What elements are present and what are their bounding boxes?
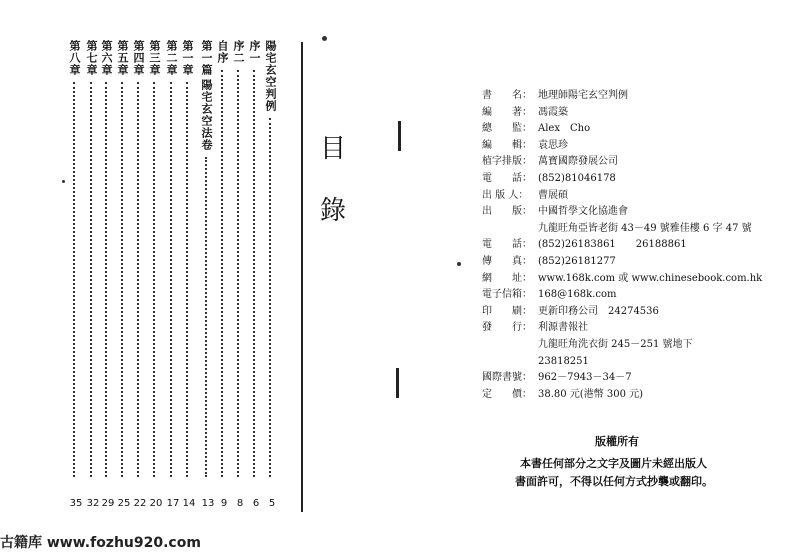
imprint-label: 網 址： [482, 272, 532, 284]
imprint-line [482, 372, 632, 384]
copyright-heading: 版權所有 [595, 435, 639, 448]
toc-entry [200, 40, 212, 477]
toc-leader-dots [137, 82, 139, 477]
scan-speck [322, 36, 327, 41]
imprint-value: 九龍旺角洗衣街 245－251 號地下 [538, 339, 693, 350]
imprint-line [482, 389, 643, 401]
toc-entry-label: 第八章 [68, 40, 81, 76]
imprint-value: (852)26183861 26188861 [538, 239, 687, 251]
toc-entry [232, 40, 244, 477]
toc-entry [100, 40, 112, 477]
imprint-label: 國際書號： [482, 372, 532, 384]
imprint-value: Alex Cho [538, 123, 591, 135]
toc-leader-dots [73, 82, 75, 477]
imprint-label: 電 話： [482, 239, 532, 251]
imprint-label: 書 名： [482, 90, 532, 101]
toc-page-number: 14 [182, 498, 196, 509]
imprint-line [482, 239, 687, 251]
toc-entry [165, 40, 177, 477]
imprint-line [482, 156, 618, 168]
toc-entry-label: 第二章 [165, 40, 178, 76]
imprint-label: 出 版 人： [482, 189, 529, 201]
toc-entry-subtitle: 陽宅玄空法卷 [200, 79, 213, 151]
toc-entry-label: 第七章 [85, 40, 98, 76]
imprint-line [482, 256, 616, 268]
imprint-value: 962－7943－34－7 [538, 372, 632, 384]
toc-leader-dots [221, 70, 223, 477]
imprint-value: 曹展碩 [538, 189, 568, 201]
imprint-line [482, 123, 590, 135]
scan-speck [457, 262, 461, 266]
binding-mark-top [398, 121, 401, 151]
toc-leader-dots [121, 82, 123, 477]
copyright-line-2: 書面許可，不得以任何方式抄襲或翻印。 [515, 475, 713, 488]
toc-entry [264, 40, 276, 477]
toc-entry-label: 第三章 [148, 40, 161, 76]
toc-entry-label: 第六章 [100, 40, 113, 76]
imprint-line [482, 173, 616, 185]
toc-entry [216, 40, 228, 477]
toc-entry [116, 40, 128, 477]
toc-entry [181, 40, 193, 477]
imprint-line [482, 140, 568, 152]
imprint-label: 印 刷： [482, 305, 532, 317]
imprint-value: 萬寶國際發展公司 [538, 156, 618, 168]
toc-entry-label: 自序 [216, 40, 229, 64]
imprint-value: 馮霞築 [538, 106, 568, 118]
imprint-value: 利源書報社 [538, 322, 588, 334]
imprint-value: www.168k.com 或 www.chinesebook.com.hk [538, 272, 763, 284]
toc-leader-dots [269, 118, 271, 477]
toc-leader-dots [90, 82, 92, 477]
toc-title-char-2: 錄 [320, 196, 347, 226]
toc-page-number: 29 [101, 498, 115, 509]
copyright-line-1: 本書任何部分之文字及圖片未經出版人 [520, 457, 707, 470]
toc-title-char-1: 目 [320, 134, 347, 164]
toc-entry-label: 第五章 [116, 40, 129, 76]
toc-leader-dots [205, 157, 207, 477]
toc-page-number: 20 [149, 498, 163, 509]
imprint-value: 九龍旺角亞皆老街 43－49 號雅佳樓 6 字 47 號 [538, 222, 752, 234]
toc-entry-label: 第一章 [181, 40, 194, 76]
imprint-line [482, 273, 762, 285]
imprint-label: 總 監： [482, 123, 532, 135]
toc-entry [68, 40, 80, 477]
toc-page-number: 17 [166, 498, 180, 509]
imprint-label: 電 話： [482, 173, 532, 184]
imprint-line [538, 356, 589, 368]
imprint-label: 電子信箱： [482, 289, 532, 301]
imprint-label: 出 版： [482, 206, 532, 218]
toc-page-number: 32 [86, 498, 100, 509]
toc-page-number: 25 [117, 498, 131, 509]
site-watermark: 古籍库 www.fozhu920.com [0, 535, 201, 551]
toc-leader-dots [105, 82, 107, 477]
imprint-line [482, 322, 588, 334]
toc-entry-label: 第一篇 [200, 40, 213, 76]
imprint-line [482, 90, 628, 102]
toc-leader-dots [237, 70, 239, 477]
imprint-label: 傳 真： [482, 256, 532, 267]
imprint-line [482, 107, 568, 119]
toc-leader-dots [253, 70, 255, 477]
toc-entry [248, 40, 260, 477]
imprint-line [538, 223, 752, 235]
binding-mark-bottom [396, 368, 399, 398]
toc-leader-dots [186, 82, 188, 477]
imprint-value: 168@168k.com [538, 289, 617, 301]
imprint-label: 編 輯： [482, 139, 532, 151]
imprint-line [482, 206, 628, 218]
imprint-value: 38.80 元(港幣 300 元) [538, 388, 644, 400]
imprint-value: 袁思珍 [538, 139, 568, 151]
scan-speck [62, 180, 65, 183]
imprint-value: (852)26181277 [538, 256, 616, 267]
toc-entry-label: 序二 [232, 40, 245, 64]
toc-leader-dots [153, 82, 155, 477]
toc-entry [148, 40, 160, 477]
toc-page-number: 8 [236, 498, 244, 509]
imprint-value: 23818251 [538, 355, 589, 367]
toc-page-number: 13 [201, 498, 215, 509]
imprint-value: 中國哲學文化協進會 [538, 206, 628, 218]
toc-leader-dots [170, 82, 172, 477]
imprint-line [482, 306, 659, 318]
imprint-line [538, 339, 693, 351]
page-divider [301, 42, 303, 512]
imprint-value: 更新印務公司 24274536 [538, 305, 659, 317]
toc-page-number: 35 [69, 498, 83, 509]
toc-entry-label: 序一 [248, 40, 261, 64]
toc-entry [85, 40, 97, 477]
toc-entry-label: 第四章 [132, 40, 145, 76]
toc-page-number: 5 [268, 498, 276, 509]
imprint-line [482, 190, 568, 202]
imprint-value: (852)81046178 [538, 173, 616, 184]
toc-page-number: 6 [252, 498, 260, 509]
toc-entry-label: 陽宅玄空判例 [264, 40, 277, 112]
imprint-line [482, 289, 617, 301]
toc-entry [132, 40, 144, 477]
imprint-value: 地理師陽宅玄空判例 [538, 90, 628, 101]
toc-page-number: 9 [220, 498, 228, 509]
imprint-label: 植字排版： [482, 156, 532, 168]
imprint-label: 編 著： [482, 106, 532, 118]
imprint-label: 發 行： [482, 322, 532, 334]
toc-page-number: 22 [133, 498, 147, 509]
imprint-label: 定 價： [482, 388, 532, 400]
